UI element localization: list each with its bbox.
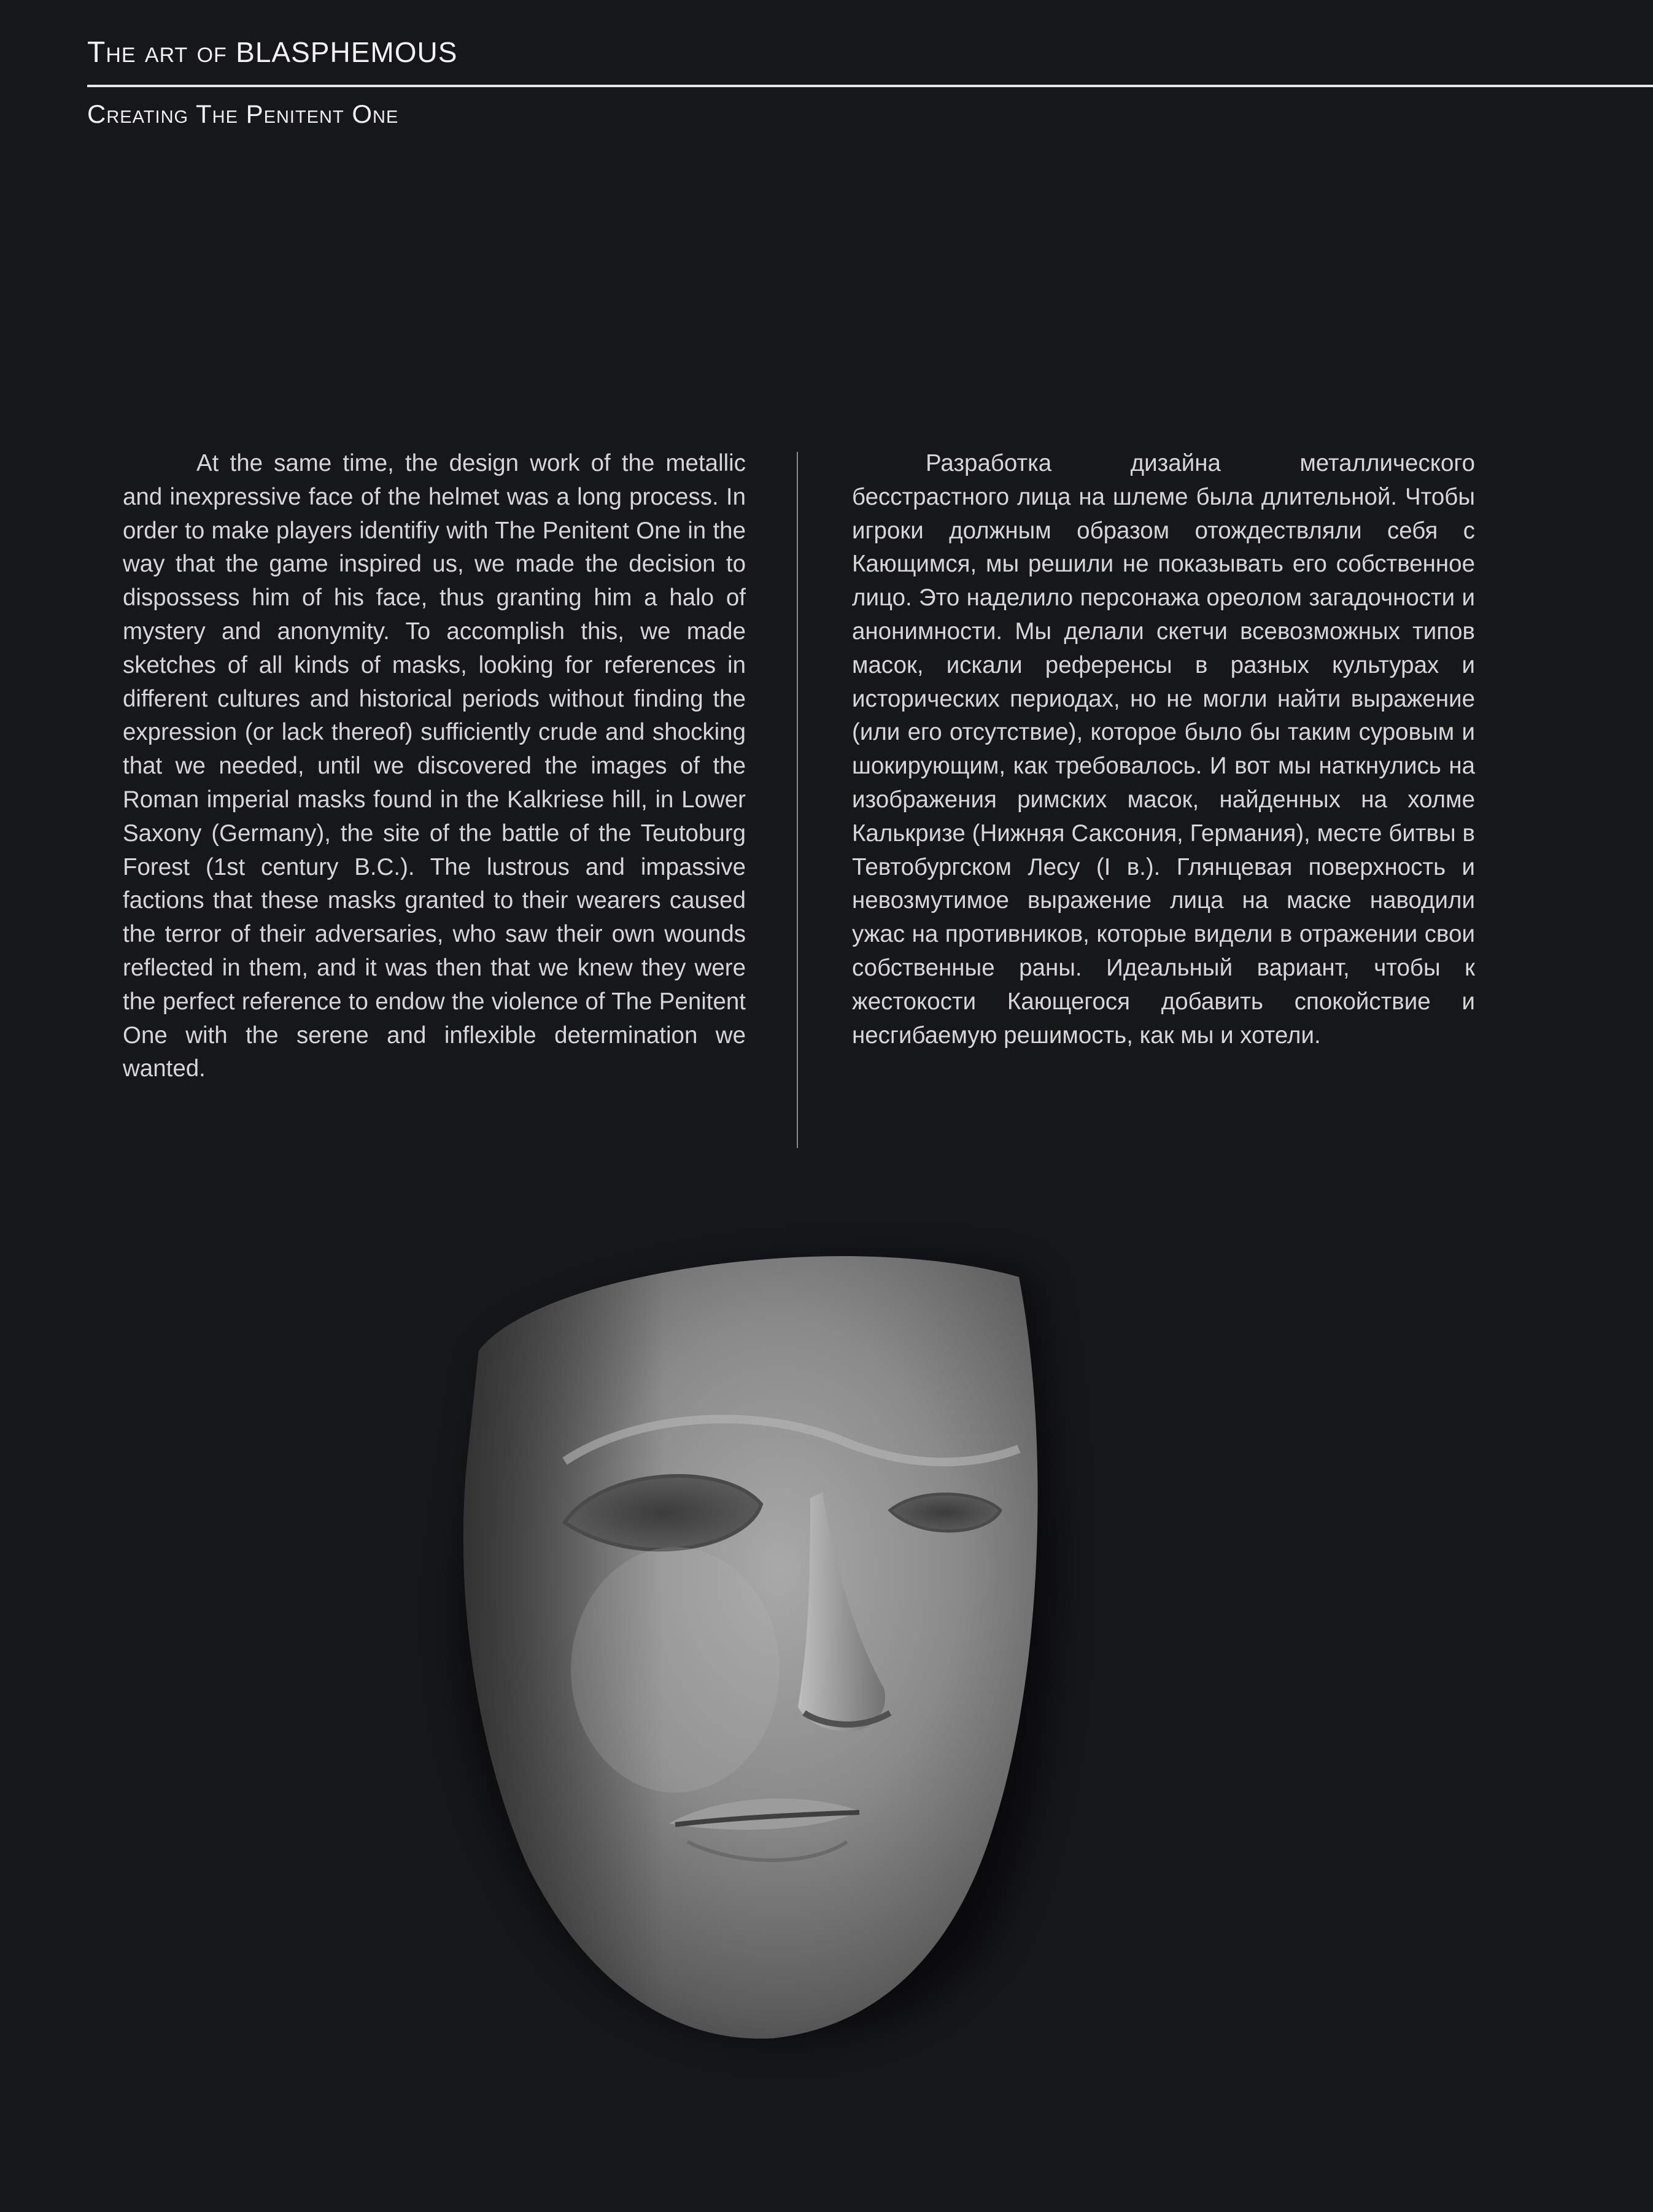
book-title-lead: The art of xyxy=(87,36,236,69)
book-title xyxy=(87,36,457,69)
english-text-column: At the same time, the design work of the metallic and inexpressive face of the helmet was a long process. In order to make players identifiy with The Penitent One in the way that the game inspired us, we made the decision to dispossess him of his face, thus granting him a halo of mystery and anonymity. To accomplish this, we made sketches of all kinds of masks, looking for references in different cultures and historical periods without finding the expression (or lack thereof) sufficiently crude and shocking that we needed, until we discovered the images of the Roman imperial masks found in the Kalkriese hill, in Lower Saxony (Germany), the site of the battle of the Teutoburg Forest (1st century B.C.). The lustrous and impassive factions that these masks granted to their wearers caused the terror of their adversaries, who saw their own wounds reflected in them, and it was then that we knew they were the perfect reference to endow the violence of The Penitent One with the serene and inflexible determination we wanted. xyxy=(123,450,746,1082)
book-title-game: BLASPHEMOUS xyxy=(236,36,458,68)
column-divider xyxy=(797,452,798,1148)
chapter-title: Creating The Penitent One xyxy=(87,99,399,128)
russian-text-column: Разработка дизайна металлического бесстрастного лица на шлеме была длительной. Чтобы игроки должным образом отождествляли себя с Кающимся, мы решили не показывать его собственное лицо. Это наделило персонажа ореолом загадочности и анонимности. Мы делали скетчи всевозможных типов масок, искали референсы в разных культурах и исторических периодах, но не могли найти выражение (или его отсутствие), которое было бы таким суровым и шокирующим, как требовалось. И вот мы наткнулись на изображения римских масок, найденных на холме Калькризе (Нижняя Саксония, Германия), месте битвы в Тевтобургском Лесу (I в.). Глянцевая поверхность и невозмутимое выражение лица на маске наводили ужас на противников, которые видели в отражении свои собственные раны. Идеальный вариант, чтобы к жестокости Кающегося добавить спокойствие и несгибаемую решимость, как мы и хотели. xyxy=(852,450,1475,1049)
roman-mask-render xyxy=(381,1203,1215,2075)
header-divider xyxy=(87,85,1653,87)
